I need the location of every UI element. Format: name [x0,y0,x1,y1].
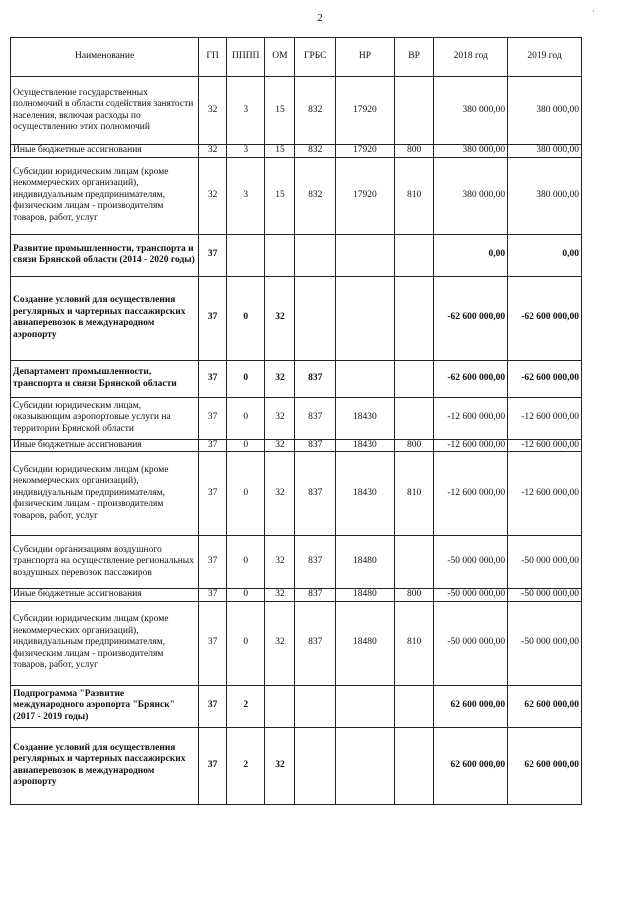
row-name-cell: Субсидии юридическим лицам (кроме некоммерческих организаций), индивидуальным предпринимателям, физическим лицам - производителям товаров, работ, услуг [11,601,199,685]
row-pppp-cell: 3 [226,77,264,145]
row-nr-cell: 17920 [336,77,395,145]
row-vr-cell [394,727,434,804]
row-grbs-cell: 832 [295,157,336,234]
row-gp-cell: 37 [199,536,227,589]
row-pppp-cell: 0 [226,536,264,589]
row-pppp-cell: 0 [226,439,264,452]
row-name-cell: Подпрограмма "Развитие международного аэропорта "Брянск" (2017 - 2019 годы) [11,685,199,727]
row-grbs-cell: 837 [295,397,336,439]
table-row [11,601,582,685]
row-2018-cell: 0,00 [434,234,508,276]
budget-table [10,37,582,805]
row-grbs-cell [295,234,336,276]
row-name-cell: Создание условий для осуществления регулярных и чартерных пассажирских авиаперевозок в международном аэропорту [11,276,199,360]
table-row [11,727,582,804]
row-vr-cell [394,276,434,360]
row-2019-cell: -12 600 000,00 [508,397,582,439]
row-om-cell: 15 [265,157,295,234]
header-2019: 2019 год [508,38,582,77]
row-nr-cell: 18430 [336,439,395,452]
row-2018-cell: -12 600 000,00 [434,439,508,452]
row-2018-cell: -12 600 000,00 [434,397,508,439]
row-vr-cell: 810 [394,601,434,685]
row-vr-cell: 810 [394,452,434,536]
row-name-cell: Развитие промышленности, транспорта и связи Брянской области (2014 - 2020 годы) [11,234,199,276]
row-2018-cell: 62 600 000,00 [434,685,508,727]
row-2019-cell: -50 000 000,00 [508,601,582,685]
row-grbs-cell [295,727,336,804]
header-2018: 2018 год [434,38,508,77]
row-pppp-cell: 0 [226,276,264,360]
row-vr-cell: 800 [394,439,434,452]
row-name-cell: Субсидии юридическим лицам (кроме некоммерческих организаций), индивидуальным предпринимателям, физическим лицам - производителям товаров, работ, услуг [11,157,199,234]
row-2018-cell: -50 000 000,00 [434,601,508,685]
row-vr-cell [394,360,434,397]
row-nr-cell: 18480 [336,601,395,685]
row-om-cell: 32 [265,360,295,397]
row-name-cell: Иные бюджетные ассигнования [11,145,199,158]
table-row [11,234,582,276]
table-row [11,685,582,727]
row-2018-cell: 380 000,00 [434,145,508,158]
row-2018-cell: 62 600 000,00 [434,727,508,804]
row-nr-cell: 18480 [336,536,395,589]
row-om-cell: 32 [265,397,295,439]
row-nr-cell: 17920 [336,157,395,234]
table-header-row [11,38,582,77]
row-vr-cell [394,685,434,727]
row-vr-cell: 810 [394,157,434,234]
header-nr: НР [336,38,395,77]
row-om-cell [265,685,295,727]
table-body [11,77,582,805]
row-pppp-cell: 0 [226,452,264,536]
row-2018-cell: 380 000,00 [434,77,508,145]
row-om-cell: 32 [265,536,295,589]
table-row [11,157,582,234]
row-vr-cell [394,536,434,589]
header-om: ОМ [265,38,295,77]
row-name-cell: Субсидии организациям воздушного транспорта на осуществление региональных воздушных перевозок пассажиров [11,536,199,589]
row-name-cell: Субсидии юридическим лицам, оказывающим аэропортовые услуги на территории Брянской области [11,397,199,439]
row-grbs-cell [295,685,336,727]
row-2019-cell: -12 600 000,00 [508,439,582,452]
row-om-cell: 32 [265,727,295,804]
row-pppp-cell: 0 [226,601,264,685]
row-gp-cell: 37 [199,397,227,439]
header-vr: ВР [394,38,434,77]
row-grbs-cell: 837 [295,589,336,602]
table-row [11,276,582,360]
row-nr-cell [336,234,395,276]
row-pppp-cell: 2 [226,727,264,804]
table-row [11,360,582,397]
row-pppp-cell: 3 [226,157,264,234]
row-name-cell: Иные бюджетные ассигнования [11,589,199,602]
row-2019-cell: -50 000 000,00 [508,589,582,602]
row-gp-cell: 37 [199,685,227,727]
row-om-cell: 32 [265,276,295,360]
row-pppp-cell: 2 [226,685,264,727]
row-gp-cell: 37 [199,234,227,276]
row-nr-cell [336,685,395,727]
row-gp-cell: 32 [199,157,227,234]
row-2019-cell: -50 000 000,00 [508,536,582,589]
row-name-cell: Создание условий для осуществления регулярных и чартерных пассажирских авиаперевозок в международном аэропорту [11,727,199,804]
row-grbs-cell: 837 [295,439,336,452]
row-grbs-cell: 837 [295,360,336,397]
row-nr-cell: 18430 [336,452,395,536]
row-nr-cell: 18480 [336,589,395,602]
row-om-cell: 15 [265,145,295,158]
row-gp-cell: 37 [199,727,227,804]
header-name: Наименование [11,38,199,77]
row-nr-cell [336,276,395,360]
row-grbs-cell: 837 [295,536,336,589]
row-om-cell [265,234,295,276]
row-nr-cell [336,360,395,397]
row-vr-cell: 800 [394,145,434,158]
row-gp-cell: 37 [199,601,227,685]
row-om-cell: 32 [265,601,295,685]
row-gp-cell: 37 [199,360,227,397]
row-pppp-cell: 0 [226,397,264,439]
row-om-cell: 15 [265,77,295,145]
row-grbs-cell: 832 [295,145,336,158]
header-grbs: ГРБС [295,38,336,77]
row-pppp-cell: 0 [226,360,264,397]
table-row [11,397,582,439]
row-2019-cell: 62 600 000,00 [508,685,582,727]
table-row [11,452,582,536]
row-nr-cell: 18430 [336,397,395,439]
row-gp-cell: 32 [199,77,227,145]
row-2018-cell: -62 600 000,00 [434,276,508,360]
row-gp-cell: 32 [199,145,227,158]
row-vr-cell: 800 [394,589,434,602]
table-row [11,439,582,452]
row-gp-cell: 37 [199,452,227,536]
row-nr-cell [336,727,395,804]
row-2019-cell: 62 600 000,00 [508,727,582,804]
row-name-cell: Субсидии юридическим лицам (кроме некоммерческих организаций), индивидуальным предпринимателям, физическим лицам - производителям товаров, работ, услуг [11,452,199,536]
row-pppp-cell: 0 [226,589,264,602]
row-vr-cell [394,77,434,145]
row-vr-cell [394,234,434,276]
table-row [11,536,582,589]
row-om-cell: 32 [265,439,295,452]
row-2018-cell: 380 000,00 [434,157,508,234]
row-name-cell: Департамент промышленности, транспорта и связи Брянской области [11,360,199,397]
row-grbs-cell: 837 [295,452,336,536]
row-om-cell: 32 [265,589,295,602]
page-number: 2 [317,12,323,24]
row-2018-cell: -50 000 000,00 [434,536,508,589]
row-pppp-cell [226,234,264,276]
row-2019-cell: 380 000,00 [508,145,582,158]
header-gp: ГП [199,38,227,77]
header-pppp: ПППП [226,38,264,77]
row-2019-cell: 380 000,00 [508,157,582,234]
row-2018-cell: -12 600 000,00 [434,452,508,536]
row-nr-cell: 17920 [336,145,395,158]
row-2019-cell: 0,00 [508,234,582,276]
table-row [11,145,582,158]
row-2018-cell: -62 600 000,00 [434,360,508,397]
row-gp-cell: 37 [199,589,227,602]
row-name-cell: Осуществление государственных полномочий в области содействия занятости населения, включая расходы по осуществлению этих полномочий [11,77,199,145]
row-2019-cell: -62 600 000,00 [508,360,582,397]
table-row [11,77,582,145]
row-grbs-cell [295,276,336,360]
row-name-cell: Иные бюджетные ассигнования [11,439,199,452]
row-2018-cell: -50 000 000,00 [434,589,508,602]
table-row [11,589,582,602]
row-grbs-cell: 837 [295,601,336,685]
row-gp-cell: 37 [199,276,227,360]
row-grbs-cell: 832 [295,77,336,145]
row-gp-cell: 37 [199,439,227,452]
row-om-cell: 32 [265,452,295,536]
row-2019-cell: 380 000,00 [508,77,582,145]
row-2019-cell: -12 600 000,00 [508,452,582,536]
row-2019-cell: -62 600 000,00 [508,276,582,360]
corner-mark: · [592,6,595,16]
row-pppp-cell: 3 [226,145,264,158]
row-vr-cell [394,397,434,439]
